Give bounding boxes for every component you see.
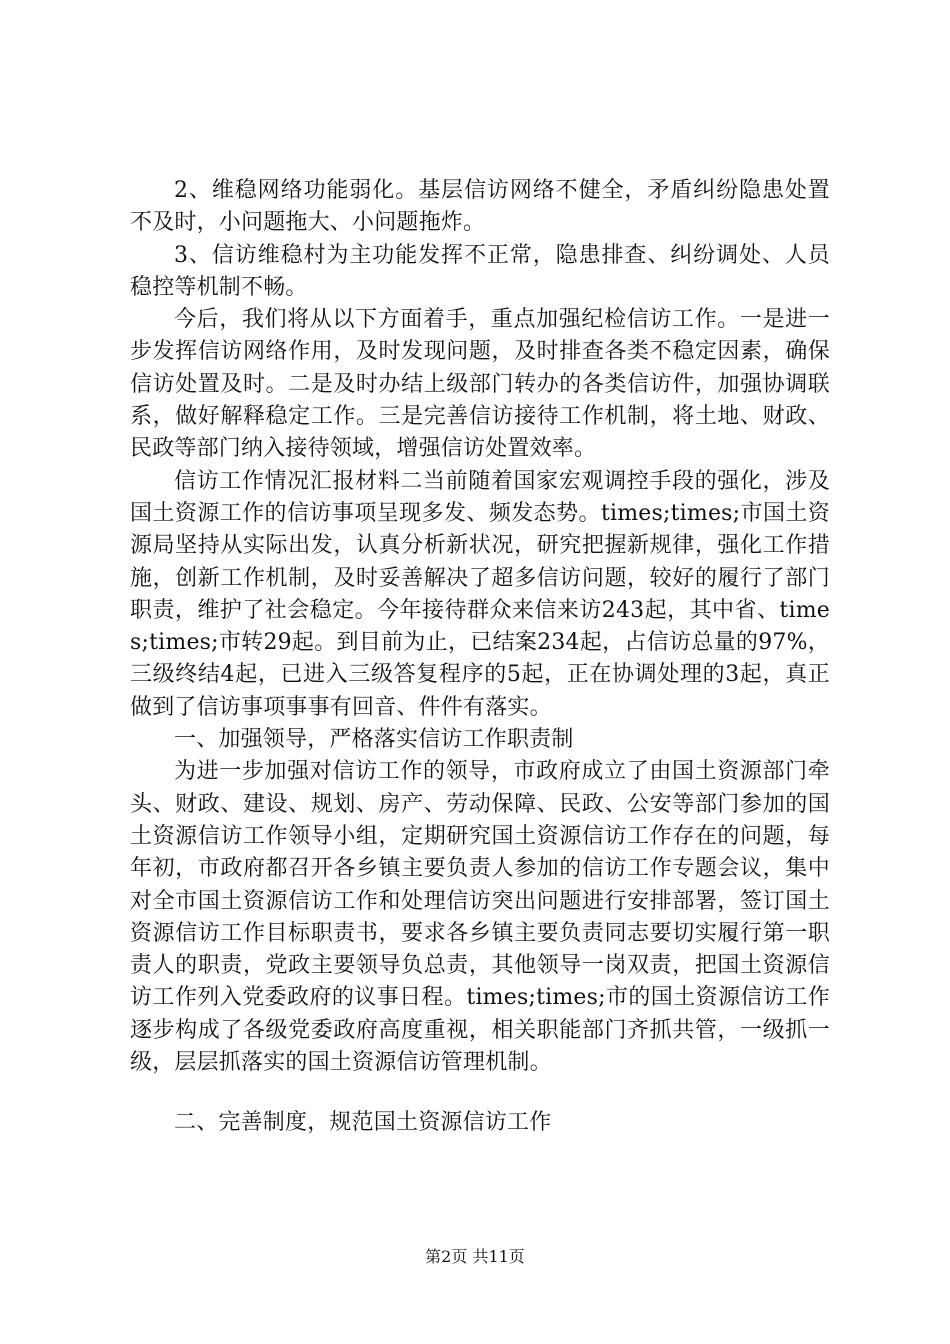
section-heading-system: 二、完善制度，规范国土资源信访工作 (174, 1110, 552, 1136)
document-body (130, 175, 830, 1140)
section-heading-leadership: 一、加强领导，严格落实信访工作职责制 (174, 727, 574, 753)
page-number-footer: 第2页 共11页 (425, 1247, 525, 1266)
paragraph-report-two: 信访工作情况汇报材料二当前随着国家宏观调控手段的强化，涉及国土资源工作的信访事项呈现多发、频发态势。times;times;市国土资源局坚持从实际出发，认真分析新状况，研究把握新规律，强化工作措施，创新工作机制，及时妥善解决了超多信访问题，较好的履行了部门职责，维护了社会稳定。今年接待群众来信来访243起，其中省、times;times;市转29起。到目前为止，已结案234起，占信访总量的97%，三级终结4起，已进入三级答复程序的5起，正在协调处理的3起，真正做到了信访事项事事有回音、件件有落实。 (130, 468, 830, 720)
paragraph-leadership-detail: 为进一步加强对信访工作的领导，市政府成立了由国土资源部门牵头、财政、建设、规划、房产、劳动保障、民政、公安等部门参加的国土资源信访工作领导小组，定期研究国土资源信访工作存在的问题，每年初，市政府都召开各乡镇主要负责人参加的信访工作专题会议，集中对全市国土资源信访工作和处理信访突出问题进行安排部署，签订国土资源信访工作目标职责书，要求各乡镇主要负责同志要切实履行第一职责人的职责，党政主要领导负总责，其他领导一岗双责，把国土资源信访工作列入党委政府的议事日程。times;times;市的国土资源信访工作逐步构成了各级党委政府高度重视，相关职能部门齐抓共管，一级抓一级，层层抓落实的国土资源信访管理机制。 (130, 759, 830, 1076)
paragraph-network-weakening: 2、维稳网络功能弱化。基层信访网络不健全，矛盾纠纷隐患处置不及时，小问题拖大、小问题拖炸。 (130, 178, 830, 236)
paragraph-future-plan: 今后，我们将从以下方面着手，重点加强纪检信访工作。一是进一步发挥信访网络作用，及时发现问题，及时排查各类不稳定因素，确保信访处置及时。二是及时办结上级部门转办的各类信访件，加强协调联系，做好解释稳定工作。三是完善信访接待工作机制，将土地、财政、民政等部门纳入接待领域，增强信访处置效率。 (130, 307, 830, 462)
paragraph-village-function: 3、信访维稳村为主功能发挥不正常，隐患排查、纠纷调处、人员稳控等机制不畅。 (130, 242, 830, 300)
